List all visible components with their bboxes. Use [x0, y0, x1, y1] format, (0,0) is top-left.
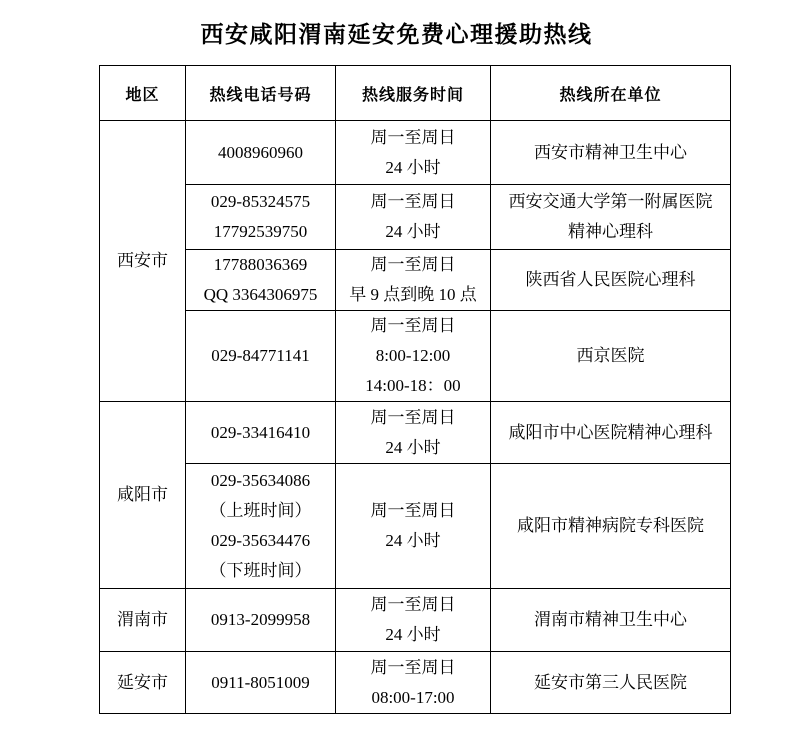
- unit-cell: [491, 311, 731, 402]
- phone-cell: [186, 464, 336, 589]
- phone-cell: [186, 589, 336, 652]
- unit-line: 精神心理科: [568, 222, 653, 241]
- time-line: 周一至周日: [370, 407, 456, 427]
- unit-line: 西安交通大学第一附属医院: [508, 192, 713, 211]
- table-row: [100, 185, 731, 250]
- table-header-row: [100, 66, 731, 121]
- phone-cell: [186, 121, 336, 185]
- time-line: 24 小时: [385, 437, 441, 457]
- table-row: [100, 121, 731, 185]
- header-region: 地区: [100, 66, 186, 121]
- table-row: [100, 311, 731, 402]
- time-line: 周一至周日: [370, 127, 456, 147]
- unit-cell: [491, 402, 731, 464]
- time-line: 周一至周日: [370, 657, 456, 677]
- unit-line: 陕西省人民医院心理科: [525, 270, 696, 289]
- time-cell: [336, 250, 491, 311]
- phone-line: 029-33416410: [210, 422, 311, 442]
- unit-line: 延安市第三人民医院: [534, 672, 687, 692]
- unit-cell: [491, 185, 731, 250]
- time-cell: [336, 311, 491, 402]
- time-cell: [336, 652, 491, 714]
- unit-cell: [491, 589, 731, 652]
- table-row: [100, 464, 731, 589]
- time-line: 08:00-17:00: [371, 687, 455, 707]
- header-phone: 热线电话号码: [186, 66, 336, 121]
- time-line: 早 9 点到晚 10 点: [349, 285, 477, 304]
- phone-line: 4008960960: [218, 142, 303, 162]
- unit-line: 咸阳市精神病院专科医院: [517, 516, 704, 535]
- region-cell-weinan: 渭南市: [100, 589, 186, 652]
- time-line: 周一至周日: [370, 255, 456, 274]
- time-line: 周一至周日: [370, 316, 456, 335]
- time-line: 24 小时: [385, 222, 441, 241]
- time-cell: [336, 121, 491, 185]
- time-cell: [336, 185, 491, 250]
- phone-line: 029-35634476: [210, 531, 311, 550]
- phone-line: QQ 3364306975: [203, 285, 318, 304]
- header-time: 热线服务时间: [336, 66, 491, 121]
- phone-line: （上班时间）: [209, 501, 312, 520]
- unit-line: 西安市精神卫生中心: [534, 142, 687, 162]
- region-cell-xian: 西安市: [100, 121, 186, 402]
- table-row: [100, 652, 731, 714]
- time-line: 周一至周日: [370, 501, 456, 520]
- time-line: 24 小时: [385, 157, 441, 177]
- time-line: 24 小时: [385, 531, 441, 550]
- time-cell: [336, 589, 491, 652]
- phone-cell: [186, 185, 336, 250]
- time-cell: [336, 464, 491, 589]
- table-row: [100, 250, 731, 311]
- unit-cell: [491, 250, 731, 311]
- unit-line: 西京医院: [576, 346, 645, 365]
- hotline-table: [99, 65, 731, 714]
- time-line: 14:00-18：00: [365, 376, 461, 395]
- page-title: 西安咸阳渭南延安免费心理援助热线: [200, 22, 593, 47]
- phone-line: 029-35634086: [210, 471, 311, 490]
- unit-cell: [491, 121, 731, 185]
- time-line: 8:00-12:00: [375, 346, 451, 365]
- unit-line: 咸阳市中心医院精神心理科: [508, 422, 713, 442]
- region-cell-xianyang: 咸阳市: [100, 402, 186, 589]
- phone-cell: [186, 402, 336, 464]
- unit-cell: [491, 652, 731, 714]
- time-line: 24 小时: [385, 625, 441, 644]
- phone-line: （下班时间）: [209, 561, 312, 580]
- region-cell-yanan: 延安市: [100, 652, 186, 714]
- table-row: [100, 402, 731, 464]
- unit-cell: [491, 464, 731, 589]
- header-unit: 热线所在单位: [491, 66, 731, 121]
- phone-cell: [186, 311, 336, 402]
- phone-line: 17792539750: [213, 222, 308, 241]
- phone-line: 17788036369: [213, 255, 308, 274]
- phone-cell: [186, 652, 336, 714]
- time-line: 周一至周日: [370, 595, 456, 614]
- phone-line: 0911-8051009: [211, 672, 310, 692]
- phone-line: 029-84771141: [211, 346, 310, 365]
- phone-cell: [186, 250, 336, 311]
- time-line: 周一至周日: [370, 192, 456, 211]
- time-cell: [336, 402, 491, 464]
- table-row: [100, 589, 731, 652]
- phone-line: 0913-2099958: [210, 610, 311, 629]
- phone-line: 029-85324575: [210, 192, 311, 211]
- unit-line: 渭南市精神卫生中心: [534, 610, 687, 629]
